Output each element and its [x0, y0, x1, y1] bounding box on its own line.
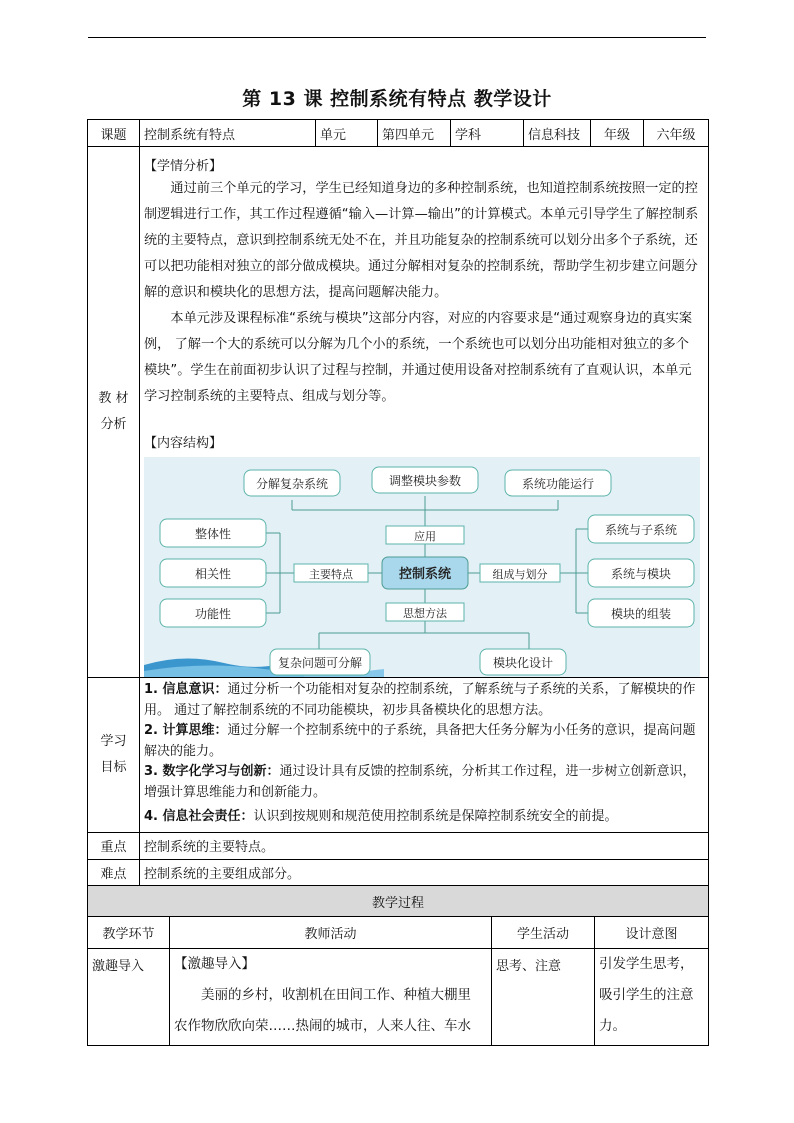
key-point-value: 控制系统的主要特点。 [140, 832, 709, 859]
row-intro-intent-line3: 力。 [599, 1018, 626, 1034]
analysis-content [140, 147, 709, 678]
label-application-text: 应用 [414, 530, 436, 543]
subject-value: 信息科技 [524, 120, 591, 147]
row-intro-intent-line1: 引发学生思考， [599, 956, 694, 972]
goal-4-key: 4. 信息社会责任： [144, 809, 254, 824]
label-thinking-method-text: 思想方法 [403, 607, 447, 620]
row-intro-teacher-line2: 农作物欣欣向荣……热闹的城市，人来人往、车水 [174, 1018, 471, 1034]
page-title: 第 13 课 控制系统有特点 教学设计 [242, 88, 552, 110]
process-table [87, 885, 709, 1046]
analysis-label-line2: 分析 [100, 417, 127, 432]
goal-2 [144, 721, 702, 762]
student-analysis-heading: 【学情分析】 [144, 159, 223, 174]
node-decomposable-label: 复杂问题可分解 [277, 656, 363, 670]
goal-4 [144, 807, 702, 828]
analysis-paragraph-1: 通过前三个单元的学习，学生已经知道身边的多种控制系统，也知道控制系统按照一定的控制逻辑进行工作，其工作过程遵循“输入—计算—输出”的计算模式。本单元引导学生了解控制系统的主要特点，意识到控制系统无处不在，并且功能复杂的控制系统可以划分出多个子系统，还可以把功能相对独立的部分做成模块。通过分解相对复杂的控制系统，帮助学生初步建立问题分解的意识和模块化的思想方法，提高问题解决能力。 [144, 181, 699, 300]
info-row [88, 120, 709, 147]
row-intro-intent-line2: 吸引学生的注意 [599, 987, 694, 1003]
process-heading-row [88, 886, 709, 917]
key-point-label: 重点 [88, 832, 140, 859]
goals-content [140, 678, 709, 833]
node-system-run-label: 系统功能运行 [521, 477, 595, 491]
analysis-row [88, 147, 709, 678]
goal-1 [144, 680, 702, 721]
label-composition-text: 组成与划分 [492, 568, 548, 581]
row-intro-stage: 激趣导入 [88, 949, 170, 1046]
node-system-module-label: 系统与模块 [610, 567, 672, 581]
difficulty-row [88, 859, 709, 886]
structure-heading: 【内容结构】 [144, 436, 223, 451]
analysis-label-line1: 教 材 [98, 391, 129, 406]
col-student: 学生活动 [492, 917, 595, 949]
difficulty-label: 难点 [88, 859, 140, 886]
node-decompose-system-label: 分解复杂系统 [255, 477, 329, 491]
goal-4-text: 认识到按规则和规范使用控制系统是保障控制系统安全的前提。 [253, 809, 618, 824]
analysis-label [88, 147, 140, 678]
node-relevance-label: 相关性 [194, 567, 232, 581]
unit-value: 第四单元 [378, 120, 451, 147]
node-module-assembly-label: 模块的组装 [610, 607, 672, 621]
difficulty-value: 控制系统的主要组成部分。 [140, 859, 709, 886]
label-main-features-text: 主要特点 [309, 568, 353, 581]
goals-label-line2: 目标 [100, 759, 127, 775]
header-rule [88, 37, 706, 38]
goal-2-key: 2. 计算思维： [144, 723, 228, 738]
unit-label: 单元 [316, 120, 378, 147]
node-integrity-label: 整体性 [194, 527, 232, 541]
lesson-plan-table [87, 119, 709, 887]
row-intro-student: 思考、注意 [492, 949, 595, 1046]
row-intro-teacher [170, 949, 492, 1046]
col-intent: 设计意图 [595, 917, 709, 949]
node-adjust-params-label: 调整模块参数 [388, 474, 462, 488]
goal-1-key: 1. 信息意识： [144, 682, 228, 697]
process-row-intro [88, 949, 709, 1046]
node-system-subsystem-label: 系统与子系统 [604, 523, 678, 537]
topic-value: 控制系统有特点 [140, 120, 316, 147]
node-control-system-label: 控制系统 [398, 567, 452, 582]
goal-1-text: 通过分析一个功能相对复杂的控制系统，了解系统与子系统的关系，了解模块的作用。 通过了解控制系统的不同功能模块，初步具备模块化的思想方法。 [144, 682, 696, 718]
goals-row [88, 678, 709, 833]
row-intro-intent [595, 949, 709, 1046]
goal-3-key: 3. 数字化学习与创新： [144, 764, 280, 779]
process-columns-row [88, 917, 709, 949]
process-heading: 教学过程 [88, 886, 709, 917]
node-modular-design-label: 模块化设计 [492, 656, 554, 670]
content-structure-diagram [144, 457, 700, 677]
goals-label [88, 678, 140, 833]
analysis-paragraph-2: 本单元涉及课程标准“系统与模块”这部分内容，对应的内容要求是“通过观察身边的真实案例， 了解一个大的系统可以分解为几个小的系统，一个系统也可以划分出功能相对独立的多个模块”。学生在前面初步认识了过程与控制，并通过使用设备对控制系统有了直观认识，本单元学习控制系统的主要特点、组成与划分等。 [144, 311, 693, 404]
row-intro-teacher-heading: 【激趣导入】 [174, 956, 255, 972]
goal-3 [144, 762, 702, 803]
goals-label-line1: 学习 [100, 733, 127, 749]
node-functionality-label: 功能性 [194, 607, 232, 621]
col-stage: 教学环节 [88, 917, 170, 949]
grade-label: 年级 [591, 120, 644, 147]
row-intro-teacher-line1: 美丽的乡村，收割机在田间工作、种植大棚里 [201, 987, 471, 1003]
grade-value: 六年级 [644, 120, 709, 147]
topic-label: 课题 [88, 120, 140, 147]
goal-3-text: 通过设计具有反馈的控制系统，分析其工作过程，进一步树立创新意识，增强计算思维能力和创新能力。 [144, 764, 696, 800]
key-point-row [88, 832, 709, 859]
goal-2-text: 通过分解一个控制系统中的子系统，具备把大任务分解为小任务的意识，提高问题解决的能力。 [144, 723, 696, 759]
subject-label: 学科 [451, 120, 524, 147]
col-teacher: 教师活动 [170, 917, 492, 949]
